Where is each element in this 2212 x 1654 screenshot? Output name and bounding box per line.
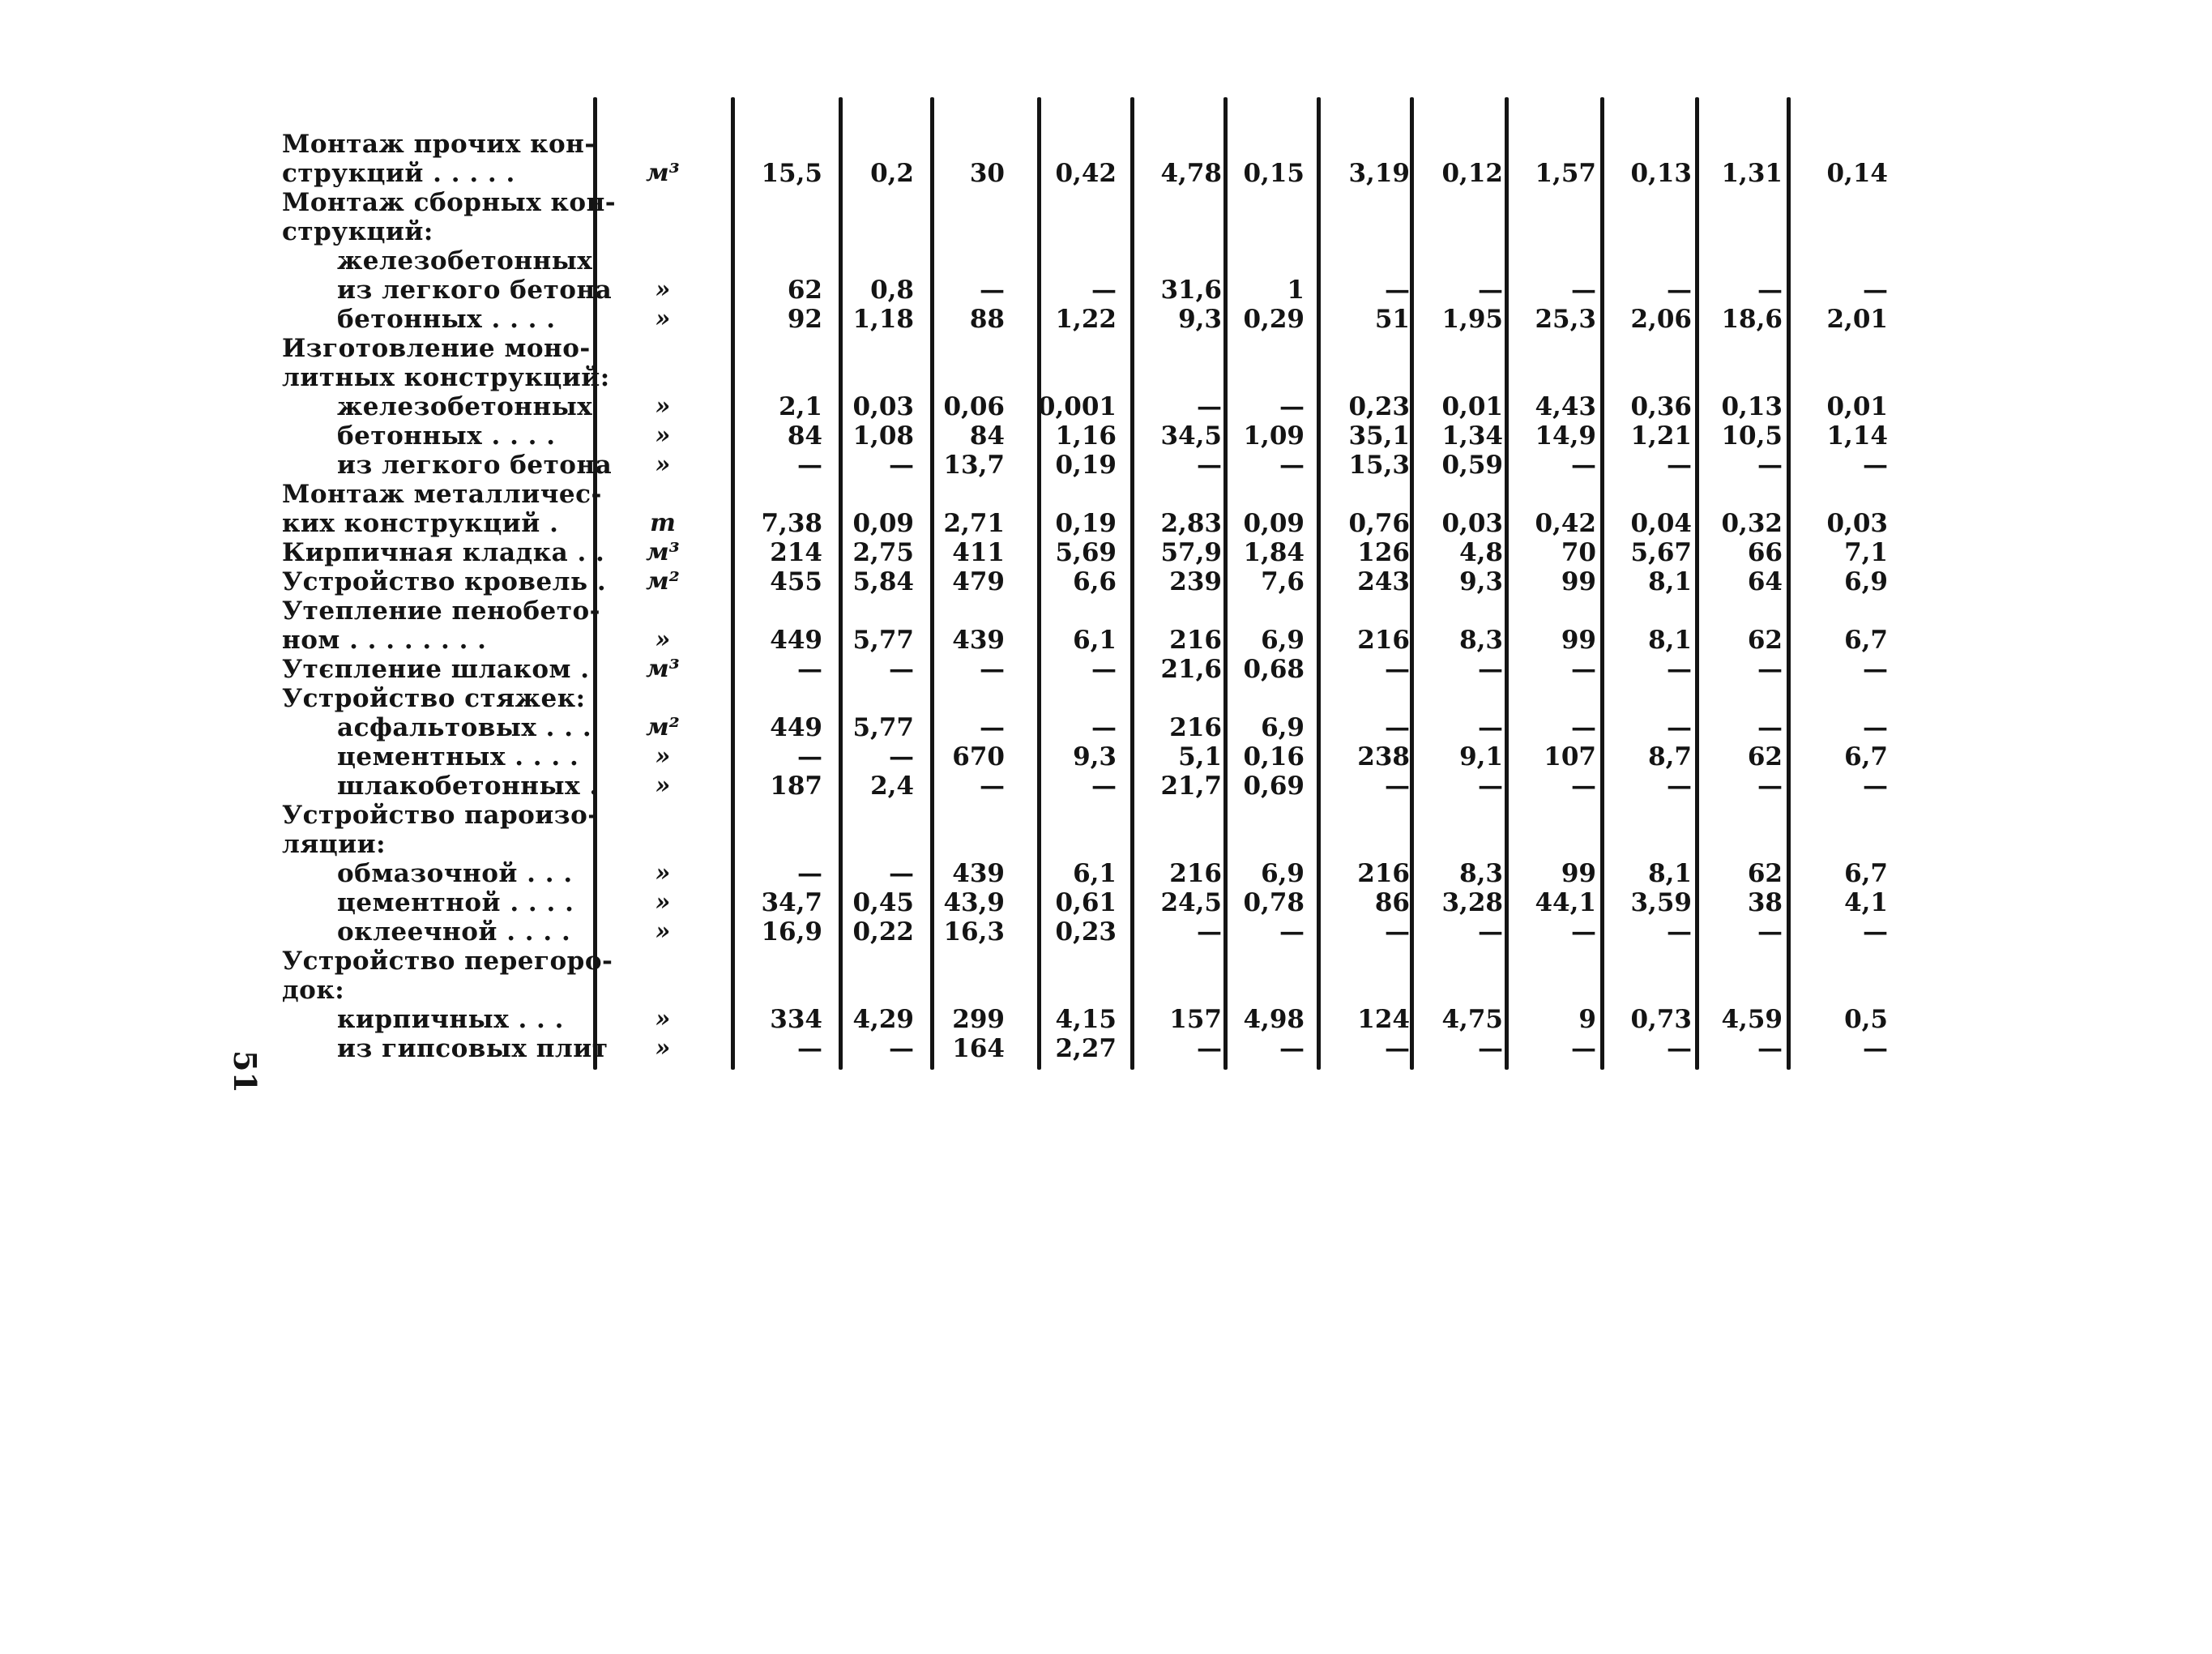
value-cell: 1,95 — [1441, 305, 1503, 334]
column-rule — [1130, 97, 1134, 1070]
value-cell: 449 — [770, 713, 822, 742]
unit-cell: » — [655, 1034, 671, 1062]
unit-cell: » — [655, 888, 671, 917]
value-cell: 30 — [969, 159, 1005, 188]
value-cell: 70 — [1561, 538, 1596, 567]
value-cell: — — [1757, 451, 1783, 480]
value-cell: 449 — [770, 626, 822, 655]
unit-cell: т — [650, 509, 676, 537]
row-label: струкций: — [282, 217, 433, 246]
row-label: железобетонных — [337, 246, 593, 276]
value-cell: 6,6 — [1073, 567, 1117, 596]
value-cell: 479 — [952, 567, 1005, 596]
value-cell: — — [1667, 276, 1692, 305]
value-cell: 0,13 — [1630, 159, 1692, 188]
value-cell: 0,5 — [1844, 1005, 1888, 1034]
value-cell: 0,45 — [852, 888, 914, 917]
value-cell: 1,57 — [1535, 159, 1596, 188]
value-cell: 0,12 — [1441, 159, 1503, 188]
value-cell: 216 — [1169, 626, 1222, 655]
row-label: Кирпичная кладка . . — [282, 538, 605, 567]
value-cell: 13,7 — [943, 451, 1005, 480]
value-cell: — — [1571, 1034, 1596, 1063]
value-cell: — — [1478, 917, 1503, 947]
value-cell: — — [1757, 771, 1783, 801]
value-cell: — — [1385, 655, 1410, 684]
value-cell: — — [889, 742, 914, 771]
value-cell: — — [1667, 451, 1692, 480]
row-label: Монтаж сборных кон- — [282, 188, 617, 217]
value-cell: — — [1478, 771, 1503, 801]
value-cell: 0,23 — [1055, 917, 1117, 947]
value-cell: 0,23 — [1348, 392, 1410, 421]
value-cell: — — [1279, 451, 1305, 480]
value-cell: 6,7 — [1844, 626, 1888, 655]
value-cell: 1,34 — [1441, 421, 1503, 451]
unit-cell: » — [655, 859, 671, 887]
value-cell: — — [1667, 713, 1692, 742]
column-rule — [1505, 97, 1509, 1070]
value-cell: 62 — [1747, 626, 1783, 655]
value-cell: 8,1 — [1648, 859, 1692, 888]
value-cell: 64 — [1747, 567, 1783, 596]
value-cell: 124 — [1357, 1005, 1410, 1034]
value-cell: 0,59 — [1441, 451, 1503, 480]
value-cell: 34,7 — [761, 888, 822, 917]
value-cell: 2,1 — [779, 392, 822, 421]
value-cell: — — [1197, 1034, 1222, 1063]
row-label: из гипсовых плит — [337, 1034, 609, 1063]
value-cell: 1,14 — [1826, 421, 1888, 451]
value-cell: — — [1091, 655, 1117, 684]
value-cell: 0,78 — [1243, 888, 1305, 917]
row-label: бетонных . . . . — [337, 305, 556, 334]
value-cell: 99 — [1561, 567, 1596, 596]
value-cell: 216 — [1169, 859, 1222, 888]
row-label: док: — [282, 976, 345, 1005]
value-cell: 0,04 — [1630, 509, 1692, 538]
value-cell: — — [1757, 917, 1783, 947]
value-cell: — — [1279, 1034, 1305, 1063]
value-cell: 84 — [787, 421, 822, 451]
value-cell: 0,73 — [1630, 1005, 1692, 1034]
column-rule — [1317, 97, 1321, 1070]
row-label: Устройство пароизо- — [282, 801, 599, 830]
column-rule — [930, 97, 934, 1070]
value-cell: 0,16 — [1243, 742, 1305, 771]
value-cell: — — [889, 655, 914, 684]
value-cell: 2,71 — [943, 509, 1005, 538]
value-cell: 1,31 — [1721, 159, 1783, 188]
value-cell: 187 — [770, 771, 822, 801]
value-cell: — — [797, 859, 822, 888]
value-cell: 1,16 — [1055, 421, 1117, 451]
value-cell: 0,001 — [1037, 392, 1117, 421]
value-cell: 4,8 — [1459, 538, 1503, 567]
value-cell: 1 — [1287, 276, 1305, 305]
value-cell: — — [1197, 392, 1222, 421]
value-cell: 62 — [1747, 742, 1783, 771]
value-cell: 0,42 — [1535, 509, 1596, 538]
value-cell: 9 — [1578, 1005, 1596, 1034]
row-label: Изготовление моно- — [282, 334, 591, 363]
unit-cell: » — [655, 771, 671, 800]
value-cell: 38 — [1747, 888, 1783, 917]
value-cell: — — [797, 451, 822, 480]
value-cell: 14,9 — [1535, 421, 1596, 451]
value-cell: 88 — [969, 305, 1005, 334]
value-cell: — — [1667, 917, 1692, 947]
value-cell: 126 — [1357, 538, 1410, 567]
value-cell: — — [1091, 276, 1117, 305]
value-cell: 99 — [1561, 859, 1596, 888]
value-cell: 24,5 — [1160, 888, 1222, 917]
value-cell: — — [980, 771, 1005, 801]
value-cell: — — [1478, 1034, 1503, 1063]
value-cell: 1,18 — [852, 305, 914, 334]
value-cell: — — [1478, 655, 1503, 684]
value-cell: 44,1 — [1535, 888, 1596, 917]
value-cell: — — [1863, 1034, 1888, 1063]
value-cell: 6,1 — [1073, 626, 1117, 655]
value-cell: — — [1478, 276, 1503, 305]
value-cell: 670 — [952, 742, 1005, 771]
unit-cell: » — [655, 305, 671, 333]
value-cell: 2,01 — [1826, 305, 1888, 334]
value-cell: 9,3 — [1178, 305, 1222, 334]
value-cell: 4,43 — [1535, 392, 1596, 421]
value-cell: 7,6 — [1261, 567, 1305, 596]
value-cell: 16,9 — [761, 917, 822, 947]
value-cell: 2,75 — [852, 538, 914, 567]
value-cell: 0,8 — [870, 276, 914, 305]
row-label: шлакобетонных . — [337, 771, 599, 801]
value-cell: 7,38 — [761, 509, 822, 538]
value-cell: 1,08 — [852, 421, 914, 451]
value-cell: 99 — [1561, 626, 1596, 655]
row-label: ляции: — [282, 830, 386, 859]
value-cell: 0,29 — [1243, 305, 1305, 334]
value-cell: 0,09 — [1243, 509, 1305, 538]
value-cell: 0,15 — [1243, 159, 1305, 188]
value-cell: 5,69 — [1055, 538, 1117, 567]
unit-cell: м³ — [646, 159, 680, 187]
value-cell: 0,68 — [1243, 655, 1305, 684]
value-cell: 0,19 — [1055, 509, 1117, 538]
unit-cell: м³ — [646, 655, 680, 683]
unit-cell: м³ — [646, 538, 680, 566]
value-cell: 164 — [952, 1034, 1005, 1063]
value-cell: 0,22 — [852, 917, 914, 947]
value-cell: 15,3 — [1348, 451, 1410, 480]
row-label: ких конструкций . — [282, 509, 559, 538]
value-cell: 4,59 — [1721, 1005, 1783, 1034]
value-cell: — — [1571, 713, 1596, 742]
value-cell: 0,06 — [943, 392, 1005, 421]
value-cell: — — [1757, 276, 1783, 305]
value-cell: 92 — [787, 305, 822, 334]
value-cell: 0,36 — [1630, 392, 1692, 421]
value-cell: 9,3 — [1073, 742, 1117, 771]
value-cell: — — [889, 1034, 914, 1063]
value-cell: — — [1091, 771, 1117, 801]
value-cell: — — [980, 713, 1005, 742]
row-label: бетонных . . . . — [337, 421, 556, 451]
value-cell: 5,84 — [852, 567, 914, 596]
value-cell: 2,4 — [870, 771, 914, 801]
value-cell: — — [1667, 655, 1692, 684]
value-cell: 8,3 — [1459, 626, 1503, 655]
row-label: цементной . . . . — [337, 888, 574, 917]
value-cell: — — [797, 742, 822, 771]
value-cell: — — [1571, 655, 1596, 684]
value-cell: — — [980, 655, 1005, 684]
value-cell: — — [889, 859, 914, 888]
value-cell: 5,77 — [852, 626, 914, 655]
value-cell: 9,1 — [1459, 742, 1503, 771]
value-cell: 86 — [1374, 888, 1410, 917]
unit-cell: » — [655, 1005, 671, 1033]
value-cell: 0,13 — [1721, 392, 1783, 421]
value-cell: — — [1197, 451, 1222, 480]
value-cell: 1,22 — [1055, 305, 1117, 334]
value-cell: 3,59 — [1630, 888, 1692, 917]
row-label: Устройство перегоро- — [282, 947, 613, 976]
unit-cell: » — [655, 276, 671, 304]
value-cell: 62 — [787, 276, 822, 305]
value-cell: 439 — [952, 626, 1005, 655]
value-cell: — — [1571, 771, 1596, 801]
page-number: 51 — [226, 1050, 263, 1093]
value-cell: 0,14 — [1826, 159, 1888, 188]
value-cell: — — [1385, 1034, 1410, 1063]
value-cell: 5,1 — [1178, 742, 1222, 771]
value-cell: 8,3 — [1459, 859, 1503, 888]
value-cell: 107 — [1544, 742, 1596, 771]
column-rule — [731, 97, 735, 1070]
value-cell: 1,84 — [1243, 538, 1305, 567]
value-cell: 0,03 — [1441, 509, 1503, 538]
value-cell: 9,3 — [1459, 567, 1503, 596]
value-cell: 334 — [770, 1005, 822, 1034]
value-cell: 439 — [952, 859, 1005, 888]
value-cell: 4,29 — [852, 1005, 914, 1034]
value-cell: 6,1 — [1073, 859, 1117, 888]
row-label: Устройство кровель . — [282, 567, 607, 596]
value-cell: 15,5 — [761, 159, 822, 188]
unit-cell: м² — [646, 567, 680, 596]
value-cell: — — [1863, 917, 1888, 947]
value-cell: 25,3 — [1535, 305, 1596, 334]
value-cell: — — [1863, 655, 1888, 684]
value-cell: 0,42 — [1055, 159, 1117, 188]
value-cell: 0,01 — [1441, 392, 1503, 421]
row-label: кирпичных . . . — [337, 1005, 564, 1034]
value-cell: 34,5 — [1160, 421, 1222, 451]
value-cell: 21,6 — [1160, 655, 1222, 684]
value-cell: 1,09 — [1243, 421, 1305, 451]
value-cell: 2,27 — [1055, 1034, 1117, 1063]
value-cell: 4,98 — [1243, 1005, 1305, 1034]
column-rule — [1695, 97, 1699, 1070]
value-cell: 51 — [1374, 305, 1410, 334]
unit-cell: » — [655, 421, 671, 450]
row-label: обмазочной . . . — [337, 859, 573, 888]
row-label: цементных . . . . — [337, 742, 579, 771]
value-cell: 6,9 — [1261, 859, 1305, 888]
value-cell: 4,15 — [1055, 1005, 1117, 1034]
value-cell: 4,1 — [1844, 888, 1888, 917]
value-cell: 216 — [1357, 859, 1410, 888]
value-cell: — — [1667, 1034, 1692, 1063]
column-rule — [1410, 97, 1414, 1070]
row-label: асфальтовых . . . — [337, 713, 592, 742]
value-cell: 3,28 — [1441, 888, 1503, 917]
row-label: оклеечной . . . . — [337, 917, 571, 947]
value-cell: — — [1091, 713, 1117, 742]
value-cell: — — [889, 451, 914, 480]
row-label: струкций . . . . . — [282, 159, 515, 188]
value-cell: 16,3 — [943, 917, 1005, 947]
unit-cell: » — [655, 392, 671, 421]
value-cell: 18,6 — [1721, 305, 1783, 334]
value-cell: 3,19 — [1348, 159, 1410, 188]
value-cell: — — [1757, 713, 1783, 742]
value-cell: 21,7 — [1160, 771, 1222, 801]
value-cell: 0,01 — [1826, 392, 1888, 421]
value-cell: — — [1757, 1034, 1783, 1063]
value-cell: — — [797, 1034, 822, 1063]
row-label: Утєпление шлаком . — [282, 655, 590, 684]
column-rule — [1223, 97, 1228, 1070]
value-cell: 239 — [1169, 567, 1222, 596]
column-rule — [1600, 97, 1604, 1070]
value-cell: 0,19 — [1055, 451, 1117, 480]
value-cell: — — [1571, 917, 1596, 947]
value-cell: — — [1863, 276, 1888, 305]
row-label: Устройство стяжек: — [282, 684, 586, 713]
row-label: ном . . . . . . . . — [282, 626, 487, 655]
value-cell: 8,1 — [1648, 567, 1692, 596]
column-rule — [839, 97, 843, 1070]
value-cell: 6,7 — [1844, 859, 1888, 888]
value-cell: — — [1279, 392, 1305, 421]
value-cell: — — [1571, 276, 1596, 305]
row-label: Утепление пенобето- — [282, 596, 600, 626]
value-cell: 0,03 — [852, 392, 914, 421]
row-label: железобетонных — [337, 392, 593, 421]
value-cell: 7,1 — [1844, 538, 1888, 567]
value-cell: 10,5 — [1721, 421, 1783, 451]
value-cell: 0,09 — [852, 509, 914, 538]
value-cell: — — [1863, 451, 1888, 480]
value-cell: 5,67 — [1630, 538, 1692, 567]
value-cell: — — [797, 655, 822, 684]
value-cell: — — [1863, 771, 1888, 801]
value-cell: 62 — [1747, 859, 1783, 888]
value-cell: 411 — [952, 538, 1005, 567]
value-cell: 8,1 — [1648, 626, 1692, 655]
value-cell: — — [1385, 713, 1410, 742]
value-cell: 43,9 — [943, 888, 1005, 917]
unit-cell: » — [655, 451, 671, 479]
value-cell: 0,61 — [1055, 888, 1117, 917]
row-label: Монтаж металличес- — [282, 480, 602, 509]
value-cell: — — [1385, 771, 1410, 801]
unit-cell: » — [655, 626, 671, 654]
value-cell: 0,32 — [1721, 509, 1783, 538]
value-cell: 0,2 — [870, 159, 914, 188]
row-label: Монтаж прочих кон- — [282, 130, 596, 159]
row-label: из легкого бетона — [337, 451, 613, 480]
value-cell: — — [1279, 917, 1305, 947]
value-cell: 2,83 — [1160, 509, 1222, 538]
value-cell: — — [1197, 917, 1222, 947]
value-cell: 243 — [1357, 567, 1410, 596]
value-cell: — — [1478, 713, 1503, 742]
value-cell: 57,9 — [1160, 538, 1222, 567]
value-cell: — — [1571, 451, 1596, 480]
value-cell: — — [1667, 771, 1692, 801]
value-cell: 216 — [1169, 713, 1222, 742]
value-cell: 6,9 — [1261, 713, 1305, 742]
value-cell: 6,7 — [1844, 742, 1888, 771]
value-cell: — — [1385, 917, 1410, 947]
row-label: из легкого бетона — [337, 276, 613, 305]
unit-cell: » — [655, 742, 671, 771]
value-cell: 0,76 — [1348, 509, 1410, 538]
column-rule — [1787, 97, 1791, 1070]
value-cell: — — [980, 276, 1005, 305]
value-cell: 214 — [770, 538, 822, 567]
value-cell: 6,9 — [1844, 567, 1888, 596]
value-cell: 0,03 — [1826, 509, 1888, 538]
value-cell: 299 — [952, 1005, 1005, 1034]
value-cell: 2,06 — [1630, 305, 1692, 334]
value-cell: — — [1385, 276, 1410, 305]
unit-cell: » — [655, 917, 671, 946]
column-rule — [1037, 97, 1041, 1070]
value-cell: 238 — [1357, 742, 1410, 771]
row-label: литных конструкций: — [282, 363, 610, 392]
value-cell: 84 — [969, 421, 1005, 451]
value-cell: 8,7 — [1648, 742, 1692, 771]
value-cell: 216 — [1357, 626, 1410, 655]
value-cell: 157 — [1169, 1005, 1222, 1034]
value-cell: — — [1863, 713, 1888, 742]
value-cell: 1,21 — [1630, 421, 1692, 451]
unit-cell: м² — [646, 713, 680, 742]
value-cell: 5,77 — [852, 713, 914, 742]
value-cell: 35,1 — [1348, 421, 1410, 451]
value-cell: 66 — [1747, 538, 1783, 567]
value-cell: 6,9 — [1261, 626, 1305, 655]
value-cell: 455 — [770, 567, 822, 596]
value-cell: — — [1757, 655, 1783, 684]
value-cell: 4,78 — [1160, 159, 1222, 188]
value-cell: 31,6 — [1160, 276, 1222, 305]
value-cell: 4,75 — [1441, 1005, 1503, 1034]
value-cell: 0,69 — [1243, 771, 1305, 801]
